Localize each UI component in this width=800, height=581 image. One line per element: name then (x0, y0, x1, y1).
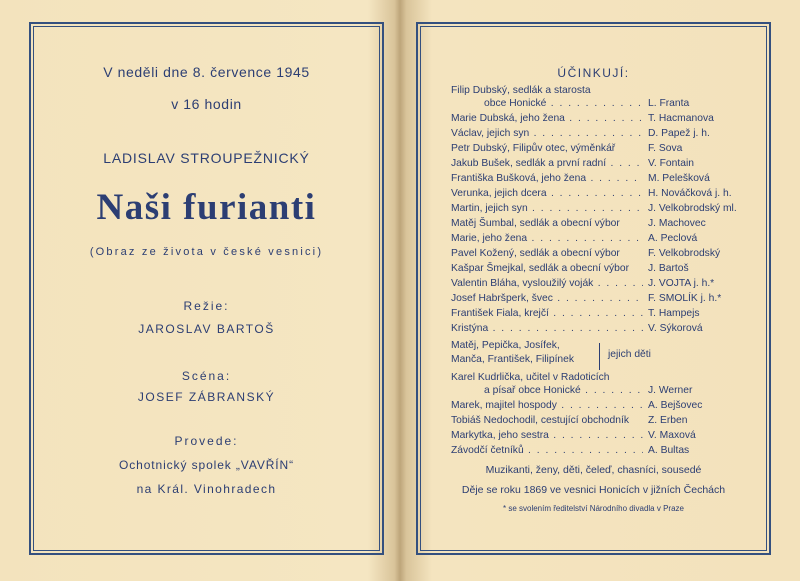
cast-actor: A. Bultas (648, 445, 690, 456)
cast-actor: M. Pelešková (648, 173, 710, 184)
cast-role: Kristýna . . . (451, 322, 643, 336)
cast-row (451, 97, 747, 111)
cast-row (451, 187, 747, 201)
director-name: JAROSLAV BARTOŠ (138, 322, 275, 336)
cast-row (451, 384, 747, 398)
cast-row (451, 202, 747, 216)
cast-role: Martin, jejich syn . . . (451, 202, 643, 216)
cast-role-line: Filip Dubský, sedlák a starosta (451, 85, 591, 96)
author-name: LADISLAV STROUPEŽNICKÝ (103, 150, 310, 166)
cast-role: obce Honické . . . (451, 97, 643, 111)
cast-row (451, 444, 747, 458)
children-label: jejich děti (608, 349, 651, 360)
cast-row (451, 429, 747, 443)
cast-row (451, 322, 747, 336)
cast-role: Valentin Bláha, vysloužilý voják . . . (451, 277, 643, 291)
cast-actor: V. Fontain (648, 158, 694, 169)
company-place: na Král. Vinohradech (136, 482, 277, 496)
cast-role: Závodčí četníků . . . (451, 444, 643, 458)
cast-actor: J. Velkobrodský ml. (648, 203, 737, 214)
cast-role: Marek, majitel hospody . . . (451, 399, 643, 413)
cast-row (451, 157, 747, 171)
cast-row (451, 399, 747, 413)
cast-actor: L. Franta (648, 98, 690, 109)
cast-row (451, 277, 747, 291)
cast-role: Františka Bušková, jeho žena . . . (451, 172, 643, 186)
cast-actor: V. Maxová (648, 430, 696, 441)
scene-designer-name: JOSEF ZÁBRANSKÝ (137, 390, 276, 404)
cast-row (451, 217, 747, 231)
cast-actor: J. VOJTA j. h.* (648, 278, 715, 289)
cast-role: Tobiáš Nedochodil, cestující obchodník (451, 415, 630, 426)
cast-actor: A. Bejšovec (648, 400, 703, 411)
cast-row (451, 127, 747, 141)
setting-line: Děje se roku 1869 ve vesnici Honicích v jižních Čechách (461, 484, 726, 496)
cast-actor: Z. Erben (648, 415, 688, 426)
cast-row (451, 232, 747, 246)
children-names-1: Matěj, Pepička, Josífek, (451, 340, 560, 351)
cast-actor: T. Hampejs (648, 308, 700, 319)
company-name: Ochotnický spolek „VAVŘÍN“ (119, 458, 294, 472)
cast-row (451, 112, 747, 126)
cast-role: Marie Dubská, jeho žena . . . (451, 112, 643, 126)
cast-row (451, 414, 747, 428)
direction-label: Režie: (183, 299, 230, 313)
cast-role: Kašpar Šmejkal, sedlák a obecní výbor (451, 263, 629, 274)
cast-role: František Fiala, krejčí . . . (451, 307, 643, 321)
cast-actor: D. Papež j. h. (648, 128, 710, 139)
cast-actor: F. Velkobrodský (648, 248, 721, 259)
cast-role: Josef Habršperk, švec . . . (451, 292, 643, 306)
cast-role: a písař obce Honické . . . (451, 384, 643, 398)
cast-role: Pavel Kožený, sedlák a obecní výbor (451, 248, 620, 259)
cast-row (451, 142, 747, 156)
cast-row (451, 262, 747, 276)
cast-row (451, 247, 747, 261)
cast-actor: T. Hacmanova (648, 113, 714, 124)
cast-actor: F. Sova (648, 143, 683, 154)
cast-actor: A. Peclová (648, 233, 698, 244)
children-brace (593, 343, 600, 370)
children-names-2: Manča, František, Filipínek (451, 354, 575, 365)
cast-actor: V. Sýkorová (648, 323, 703, 334)
play-title: Naši furianti (96, 187, 317, 228)
cast-actor: J. Werner (648, 385, 693, 396)
cast-actor: J. Bartoš (648, 263, 689, 274)
extras-line: Muzikanti, ženy, děti, čeleď, chasníci, sousedé (485, 464, 702, 476)
cast-row (451, 292, 747, 306)
cast-actor: H. Nováčková j. h. (648, 188, 732, 199)
date-line: V neděli dne 8. července 1945 (103, 64, 310, 80)
cast-actor: F. SMOLÍK j. h.* (648, 293, 722, 304)
cast-role: Marie, jeho žena . . . (451, 232, 643, 246)
scene-label: Scéna: (181, 369, 232, 383)
cast-row (451, 307, 747, 321)
cast-heading: ÚČINKUJÍ: (557, 66, 630, 80)
cast-role-line: Karel Kudrlička, učitel v Radoticích (451, 372, 610, 383)
cast-role: Václav, jejich syn . . . (451, 127, 643, 141)
cast-role: Markytka, jeho sestra . . . (451, 429, 643, 443)
cast-role: Jakub Bušek, sedlák a první radní . . . (451, 157, 643, 171)
time-line: v 16 hodin (171, 96, 242, 112)
cast-row (451, 172, 747, 186)
footnote: * se svolením ředitelství Národního divadla v Praze (503, 504, 684, 513)
performed-by-label: Provede: (174, 434, 239, 448)
cast-actor: J. Machovec (648, 218, 706, 229)
cast-role: Petr Dubský, Filipův otec, výměnkář (451, 143, 616, 154)
cast-role: Matěj Šumbal, sedlák a obecní výbor (451, 218, 620, 229)
cast-role: Verunka, jejich dcera . . . (451, 187, 643, 201)
play-subtitle: (Obraz ze života v české vesnici) (89, 246, 324, 258)
